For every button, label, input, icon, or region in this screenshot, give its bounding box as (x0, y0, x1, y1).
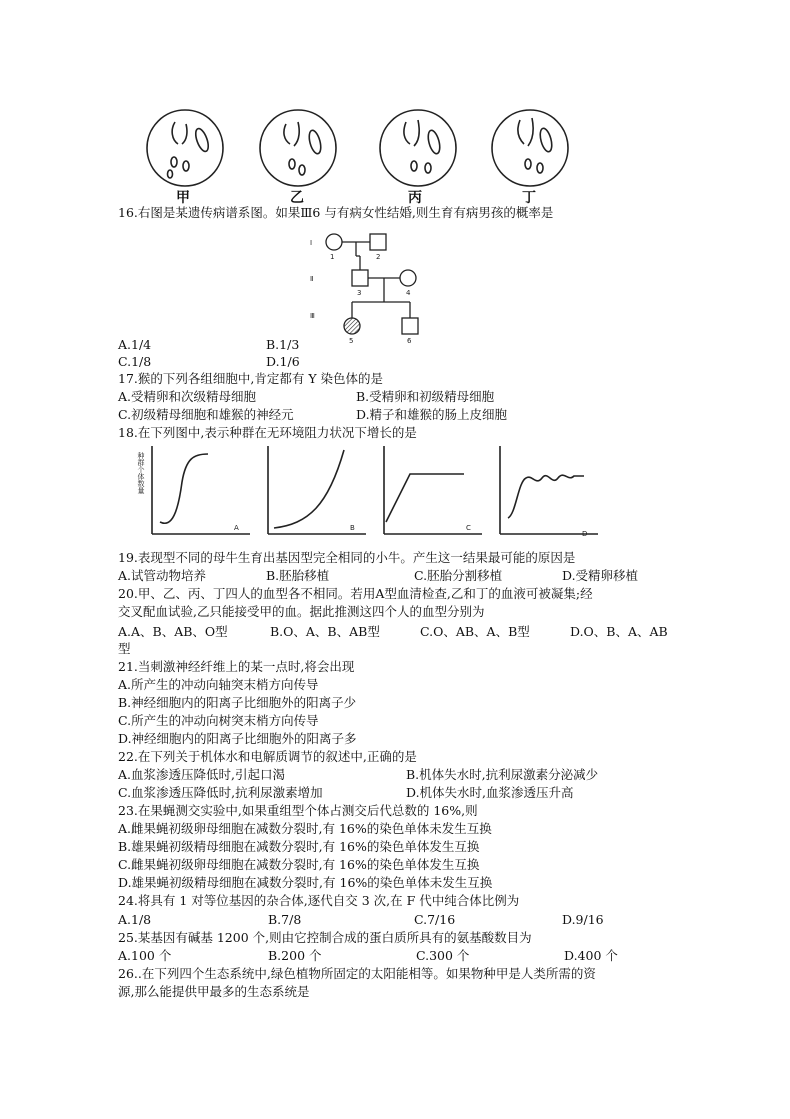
q21-option-c: C.所产生的冲动向树突末梢方向传导 (118, 713, 319, 728)
q26-stem-2: 源,那么能提供甲最多的生态系统是 (118, 984, 310, 999)
q22-stem: 22.在下列关于机体水和电解质调节的叙述中,正确的是 (118, 749, 417, 764)
q23-option-c: C.雌果蝇初级卵母细胞在减数分裂时,有 16%的染色单体发生互换 (118, 857, 480, 872)
pedigree-person-5-affected (344, 318, 360, 334)
growth-panel-c (384, 446, 482, 534)
q21-option-b: B.神经细胞内的阳离子比细胞外的阳离子少 (118, 695, 357, 710)
q20-option-d: D.O、B、A、AB (570, 624, 668, 639)
cell-label-ding: 丁 (522, 190, 536, 206)
q19-option-c: C.胚胎分割移植 (414, 568, 503, 583)
q20-stem-1: 20.甲、乙、丙、丁四人的血型各不相同。若用A型血清检查,乙和丁的血液可被凝集;经 (118, 586, 593, 601)
q18-stem: 18.在下列图中,表示种群在无环境阻力状况下增长的是 (118, 425, 417, 440)
q25-stem: 25.某基因有碱基 1200 个,则由它控制合成的蛋白质所具有的氨基酸数目为 (118, 930, 532, 945)
q22-option-c: C.血浆渗透压降低时,抗利尿激素增加 (118, 785, 323, 800)
q20-stem-2: 交叉配血试验,乙只能接受甲的血。据此推测这四个人的血型分别为 (118, 604, 485, 619)
q23-stem: 23.在果蝇测交实验中,如果重组型个体占测交后代总数的 16%,则 (118, 803, 478, 818)
q24-stem: 24.将具有 1 对等位基因的杂合体,逐代自交 3 次,在 F 代中纯合体比例为 (118, 893, 520, 908)
q24-option-b: B.7/8 (268, 912, 302, 927)
q16-option-a: A.1/4 (118, 337, 152, 352)
growth-label-a: A (234, 524, 239, 532)
person-label-2: 2 (376, 253, 381, 261)
q21-option-d: D.神经细胞内的阳离子比细胞外的阳离子多 (118, 731, 357, 746)
pedigree-person-3 (352, 270, 368, 286)
cell-diagrams (130, 100, 590, 205)
q17-option-d: D.精子和雄猴的肠上皮细胞 (356, 407, 508, 422)
gen-label-1: Ⅰ (310, 239, 313, 247)
person-label-5: 5 (349, 337, 354, 345)
q20-option-b: B.O、A、B、AB型 (270, 624, 380, 639)
cell-ding (492, 110, 568, 186)
q19-stem: 19.表现型不同的母牛生育出基因型完全相同的小牛。产生这一结果最可能的原因是 (118, 550, 576, 565)
person-label-1: 1 (330, 253, 335, 261)
q24-option-d: D.9/16 (562, 912, 604, 927)
q21-option-a: A.所产生的冲动向轴突末梢方向传导 (118, 677, 319, 692)
pedigree-person-1 (326, 234, 342, 250)
q23-option-a: A.雌果蝇初级卵母细胞在减数分裂时,有 16%的染色单体未发生互换 (118, 821, 492, 836)
growth-ylabel: 种群个体数量 (137, 452, 145, 494)
cell-label-bing: 丙 (408, 190, 422, 206)
pedigree-person-2 (370, 234, 386, 250)
q25-option-b: B.200 个 (268, 948, 322, 963)
q16-option-b: B.1/3 (266, 337, 300, 352)
cell-label-jia: 甲 (176, 190, 190, 206)
q23-option-b: B.雄果蝇初级精母细胞在减数分裂时,有 16%的染色单体发生互换 (118, 839, 480, 854)
pedigree-chart (300, 226, 440, 346)
pedigree-person-4 (400, 270, 416, 286)
q20-option-d-wrap: 型 (118, 641, 131, 656)
q19-option-d: D.受精卵移植 (562, 568, 639, 583)
q22-option-a: A.血浆渗透压降低时,引起口渴 (118, 767, 285, 782)
gen-label-3: Ⅲ (310, 312, 315, 320)
q16-stem: 16.右图是某遗传病谱系图。如果Ⅲ6 与有病女性结婚,则生育有病男孩的概率是 (118, 205, 554, 220)
q17-option-c: C.初级精母细胞和雄猴的神经元 (118, 407, 294, 422)
q17-option-a: A.受精卵和次级精母细胞 (118, 389, 257, 404)
q25-option-a: A.100 个 (118, 948, 172, 963)
q19-option-b: B.胚胎移植 (266, 568, 330, 583)
growth-panel-b (268, 446, 366, 534)
q25-option-d: D.400 个 (564, 948, 618, 963)
growth-curves (138, 442, 598, 542)
q17-stem: 17.猴的下列各组细胞中,肯定都有 Y 染色体的是 (118, 371, 384, 386)
cell-jia (147, 110, 223, 186)
person-label-6: 6 (407, 337, 412, 345)
q17-option-b: B.受精卵和初级精母细胞 (356, 389, 495, 404)
growth-panel-d (500, 446, 598, 534)
pedigree-person-6 (402, 318, 418, 334)
q16-option-c: C.1/8 (118, 354, 152, 369)
growth-label-b: B (350, 524, 355, 532)
q26-stem-1: 26..在下列四个生态系统中,绿色植物所固定的太阳能相等。如果物种甲是人类所需的资 (118, 966, 596, 981)
growth-panel-a (152, 446, 250, 534)
q20-option-c: C.O、AB、A、B型 (420, 624, 530, 639)
person-label-4: 4 (406, 289, 411, 297)
cell-label-yi: 乙 (290, 190, 304, 206)
person-label-3: 3 (357, 289, 362, 297)
q21-stem: 21.当刺激神经纤维上的某一点时,将会出现 (118, 659, 355, 674)
gen-label-2: Ⅱ (310, 275, 314, 283)
q25-option-c: C.300 个 (416, 948, 470, 963)
q22-option-b: B.机体失水时,抗利尿激素分泌减少 (406, 767, 599, 782)
q24-option-c: C.7/16 (414, 912, 456, 927)
q16-option-d: D.1/6 (266, 354, 300, 369)
q23-option-d: D.雄果蝇初级精母细胞在减数分裂时,有 16%的染色单体未发生互换 (118, 875, 493, 890)
q20-option-a: A.A、B、AB、O型 (118, 624, 228, 639)
growth-label-c: C (466, 524, 471, 532)
cell-yi (260, 110, 336, 186)
q22-option-d: D.机体失水时,血浆渗透压升高 (406, 785, 574, 800)
q24-option-a: A.1/8 (118, 912, 152, 927)
cell-bing (380, 110, 456, 186)
q19-option-a: A.试管动物培养 (118, 568, 207, 583)
growth-label-d: D (582, 530, 588, 538)
